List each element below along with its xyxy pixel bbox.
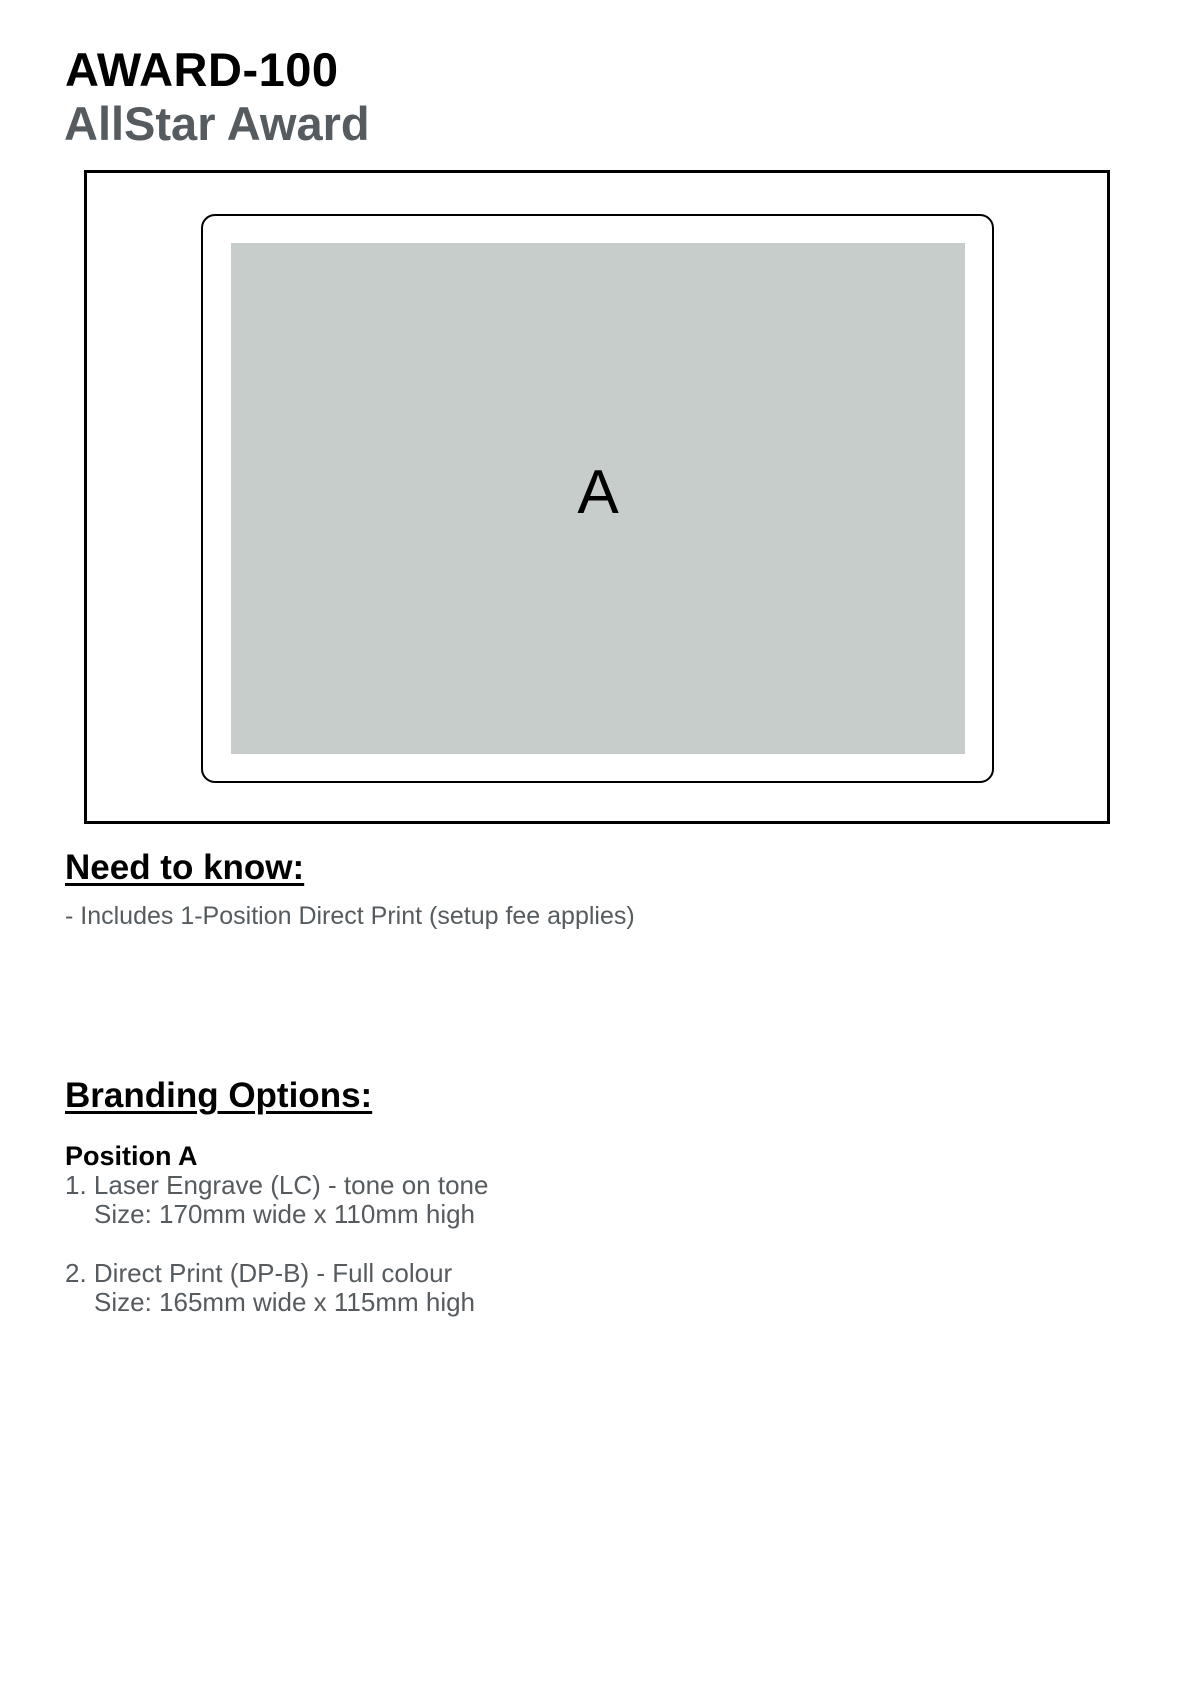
option-method: 2. Direct Print (DP-B) - Full colour xyxy=(65,1258,453,1288)
print-area-a xyxy=(231,243,965,754)
need-to-know-item: - Includes 1-Position Direct Print (setup fee applies) xyxy=(65,902,635,930)
option-method: 1. Laser Engrave (LC) - tone on tone xyxy=(65,1170,489,1200)
product-code: AWARD-100 xyxy=(65,43,339,96)
branding-option-laser-engrave xyxy=(65,1171,488,1229)
option-size: Size: 170mm wide x 110mm high xyxy=(94,1199,476,1229)
branding-option-direct-print xyxy=(65,1259,475,1317)
print-area-label: A xyxy=(577,457,619,527)
position-a-heading: Position A xyxy=(65,1141,198,1171)
product-name: AllStar Award xyxy=(64,97,370,150)
need-to-know-heading: Need to know: xyxy=(65,848,305,887)
option-size: Size: 165mm wide x 115mm high xyxy=(94,1287,476,1317)
branding-options-heading: Branding Options: xyxy=(65,1076,373,1115)
